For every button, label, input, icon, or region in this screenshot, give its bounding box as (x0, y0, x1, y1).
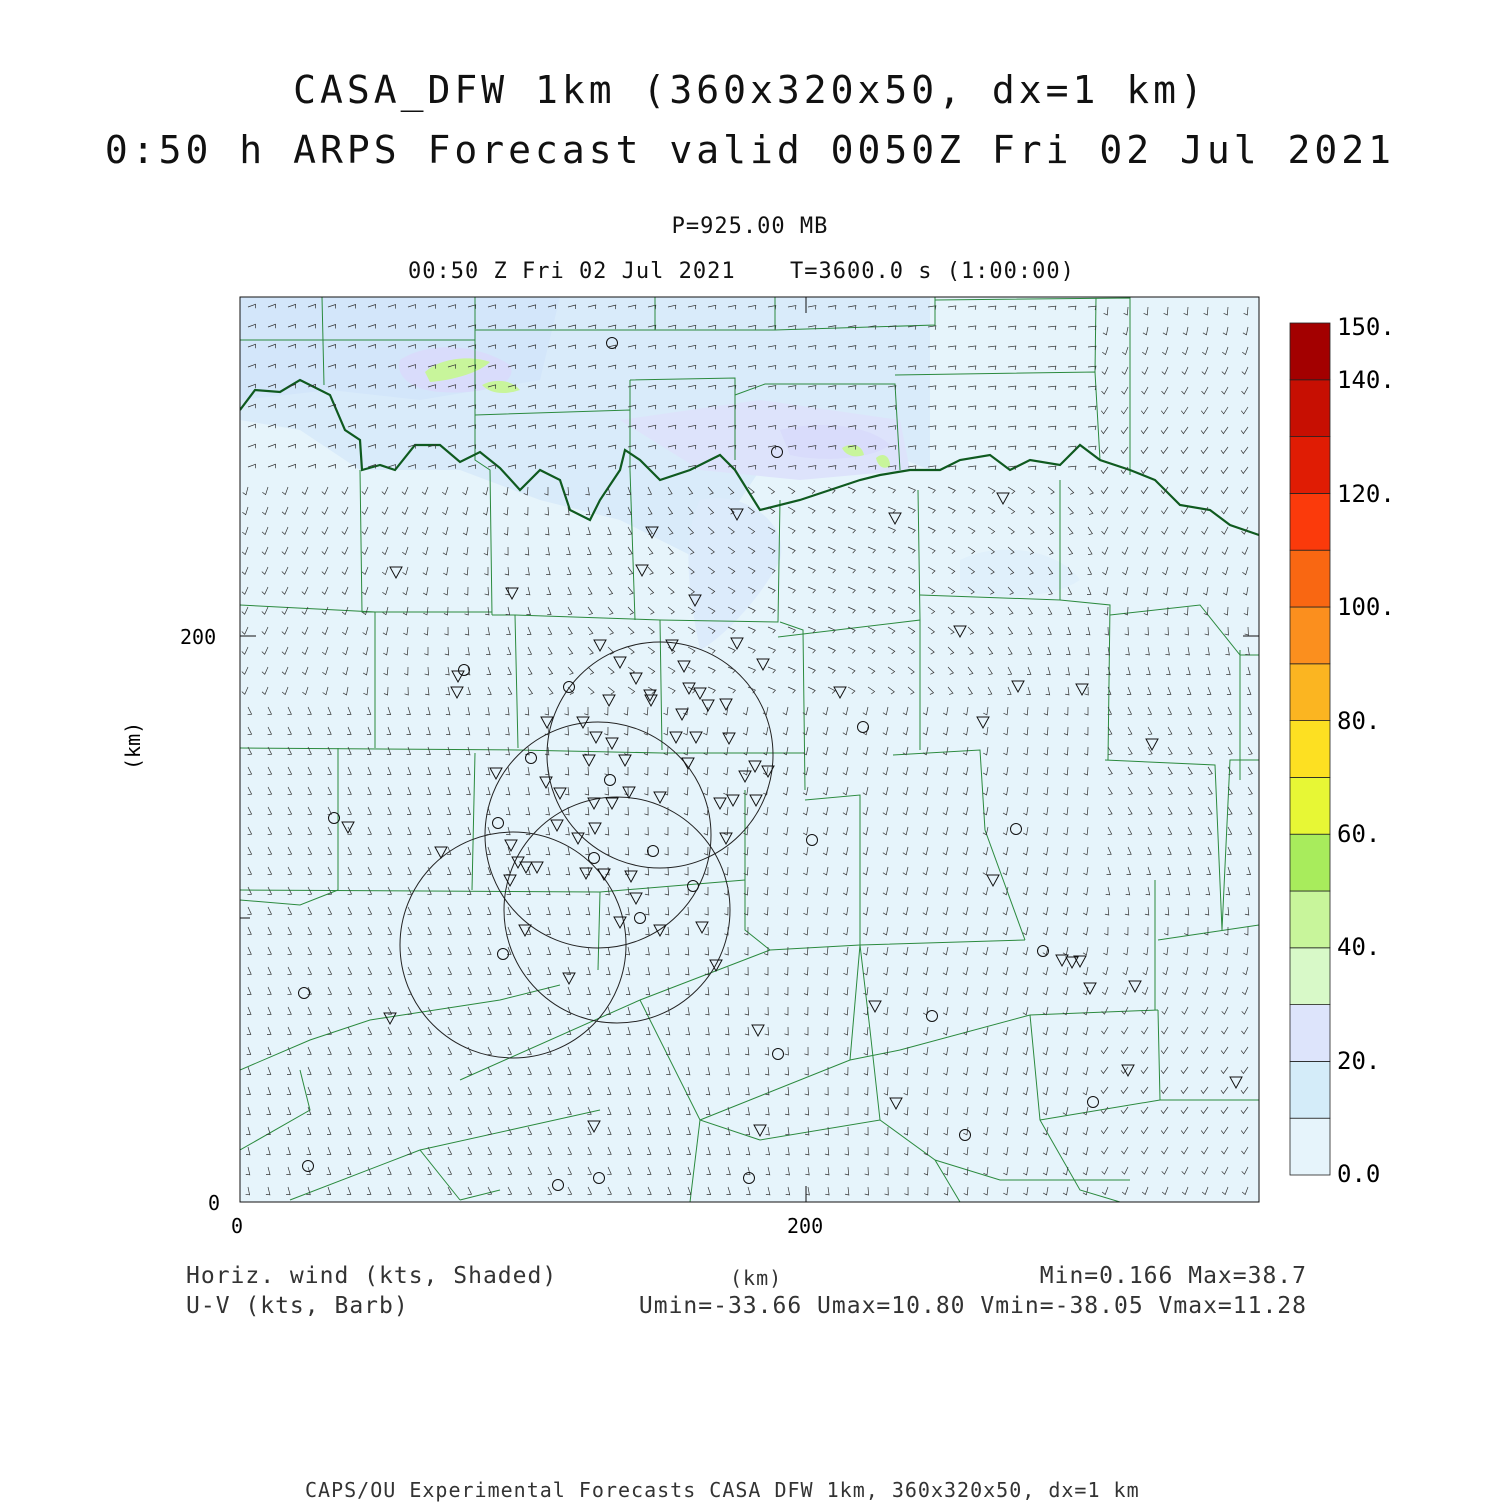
pressure-level: P=925.00 MB (671, 214, 829, 239)
valid-time: 00:50 Z Fri 02 Jul 2021 (408, 259, 736, 284)
colorbar-segment (1290, 437, 1330, 494)
colorbar-segment (1290, 721, 1330, 778)
footer-right-1: Min=0.166 Max=38.7 (1039, 1263, 1307, 1289)
colorbar-segment (1290, 323, 1330, 380)
y-tick-200: 200 (180, 625, 217, 649)
colorbar-label-60: 60. (1337, 820, 1381, 848)
colorbar-segment (1290, 777, 1330, 834)
colorbar-segment (1290, 1118, 1330, 1175)
colorbar-segment (1290, 834, 1330, 891)
colorbar-label-80: 80. (1337, 707, 1381, 735)
colorbar-label-20: 20. (1337, 1047, 1381, 1075)
footer-right-2: Umin=-33.66 Umax=10.80 Vmin=-38.05 Vmax=11.28 (638, 1293, 1307, 1319)
colorbar-label-40: 40. (1337, 933, 1381, 961)
colorbar-label-140: 140. (1337, 366, 1395, 394)
model-time: T=3600.0 s (1:00:00) (790, 259, 1075, 284)
footer-left-2: U-V (kts, Barb) (186, 1293, 409, 1319)
title-line-1: CASA_DFW 1km (360x320x50, dx=1 km) (293, 68, 1207, 112)
colorbar-segment (1290, 493, 1330, 550)
colorbar-segment (1290, 1061, 1330, 1118)
x-axis-label: (km) (730, 1266, 783, 1290)
footer-credit: CAPS/OU Experimental Forecasts CASA DFW 1km, 360x320x50, dx=1 km (305, 1478, 1140, 1502)
colorbar-segment (1290, 607, 1330, 664)
colorbar-segment (1290, 891, 1330, 948)
colorbar (1290, 323, 1330, 1175)
colorbar-segment (1290, 664, 1330, 721)
y-tick-0: 0 (208, 1191, 221, 1215)
colorbar-segment (1290, 1005, 1330, 1062)
colorbar-segment (1290, 380, 1330, 437)
colorbar-label-100: 100. (1337, 593, 1395, 621)
colorbar-labels (1337, 313, 1395, 1188)
colorbar-label-150: 150. (1337, 313, 1395, 341)
x-tick-0: 0 (231, 1214, 244, 1238)
y-axis-label: (km) (121, 721, 145, 770)
colorbar-label-120: 120. (1337, 480, 1395, 508)
x-tick-200: 200 (787, 1214, 824, 1238)
footer-left-1: Horiz. wind (kts, Shaded) (186, 1263, 558, 1289)
colorbar-label-0: 0.0 (1337, 1160, 1381, 1188)
title-line-2: 0:50 h ARPS Forecast valid 0050Z Fri 02 Jul 2021 (104, 128, 1396, 172)
colorbar-segment (1290, 948, 1330, 1005)
colorbar-segment (1290, 550, 1330, 607)
